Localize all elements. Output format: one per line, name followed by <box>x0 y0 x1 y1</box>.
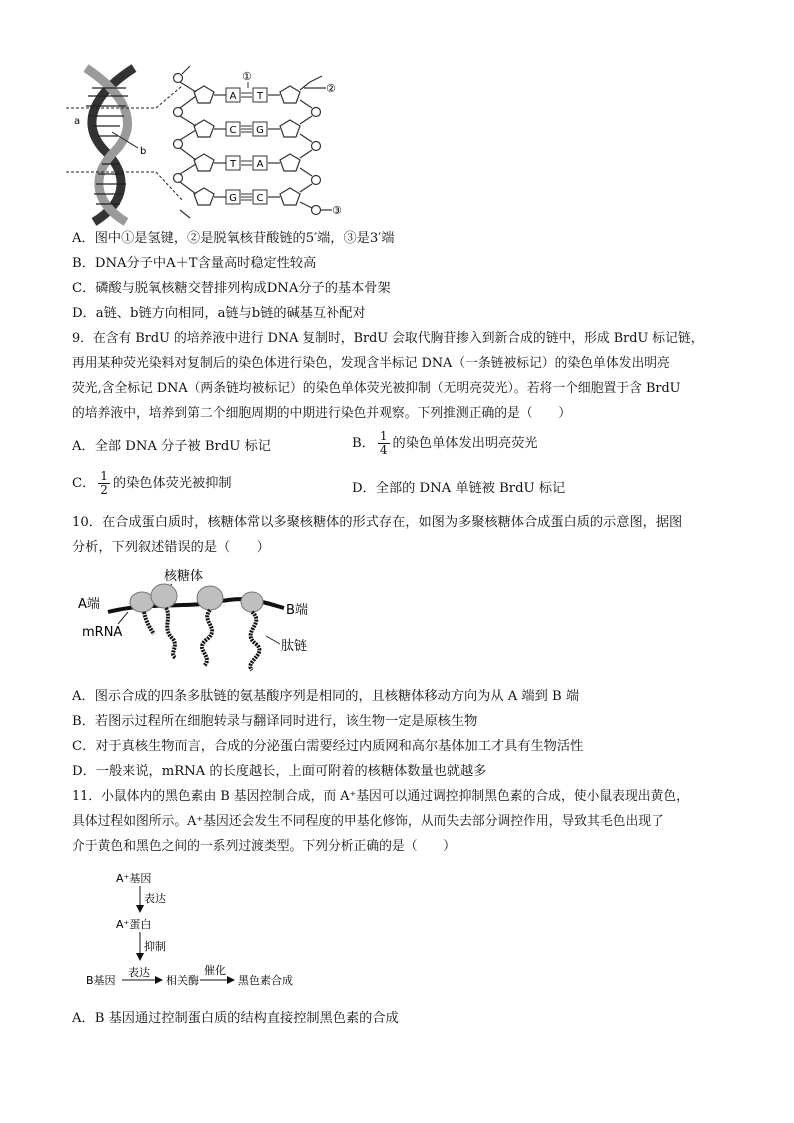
base-pair3-right: A <box>256 159 264 170</box>
express-label-1: 表达 <box>144 892 166 905</box>
a-end-label: A端 <box>78 597 100 612</box>
b-gene-label: B基因 <box>86 974 116 987</box>
q8-option-a: A．图中①是氢键，②是脱氧核苷酸链的5′端，③是3′端 <box>72 231 395 246</box>
base-pair2-left: C <box>229 125 237 136</box>
express-label-2: 表达 <box>128 966 150 979</box>
q9-stem-line2: 再用某种荧光染料对复制后的染色体进行染色，发现含半标记 DNA（一条链被标记）的染色单体发出明亮 <box>72 356 670 371</box>
q9-stem-line1: 9．在含有 BrdU 的培养液中进行 DNA 复制时，BrdU 会取代胸苷掺入到新合成的链中，形成 BrdU 标记链， <box>72 331 704 346</box>
q10-option-b: B．若图示过程所在细胞转录与翻译同时进行，该生物一定是原核生物 <box>72 714 478 729</box>
peptide-chain-1 <box>144 612 154 634</box>
peptide-label: 肽链 <box>281 639 308 654</box>
melanin-pathway-diagram <box>82 868 322 992</box>
ribosome-2 <box>151 584 177 608</box>
q9-option-b <box>352 430 538 457</box>
marker-1: ① <box>242 70 252 83</box>
peptide-chain-4 <box>250 612 259 670</box>
base-pair4-right: C <box>256 193 264 204</box>
base-pair1-right: T <box>256 91 264 102</box>
ribosome-label: 核糖体 <box>164 569 204 584</box>
strand-a-label: a <box>74 116 81 127</box>
q11-option-a: A．B 基因通过控制蛋白质的结构直接控制黑色素的合成 <box>72 1011 399 1026</box>
q11-stem-line2: 具体过程如图所示。A⁺基因还会发生不同程度的甲基化修饰，从而失去部分调控作用，导致其毛色出现了 <box>72 814 664 829</box>
mrna-label: mRNA <box>82 625 123 640</box>
peptide-chain-2 <box>166 608 176 658</box>
q11-stem-line1: 11．小鼠体内的黑色素由 B 基因控制合成，而 A⁺基因可以通过调控抑制黑色素的合成，使小鼠表现出黄色， <box>72 789 689 804</box>
peptide-chain-3 <box>202 610 212 666</box>
q9-stem-line4: 的培养液中，培养到第二个细胞周期的中期进行染色并观察。下列推测正确的是（ ） <box>72 406 572 421</box>
strand-b-label: b <box>140 146 147 157</box>
base-pair4-left: G <box>229 193 237 204</box>
q9-option-b-prefix: B． <box>352 436 375 451</box>
marker-3: ③ <box>332 204 342 217</box>
polyribosome-figure <box>76 562 336 677</box>
a-plus-gene-label: A⁺基因 <box>116 872 152 885</box>
q10-stem-line1: 10．在合成蛋白质时，核糖体常以多聚核糖体的形式存在，如图为多聚核糖体合成蛋白质的示意图，据图 <box>72 515 683 530</box>
b-end-label: B端 <box>286 603 308 618</box>
q10-option-a: A．图示合成的四条多肽链的氨基酸序列是相同的，且核糖体移动方向为从 A 端到 B 端 <box>72 689 580 704</box>
base-pair2-right: G <box>256 125 264 136</box>
q8-option-c: C．磷酸与脱氧核糖交替排列构成DNA分子的基本骨架 <box>72 281 391 296</box>
base-pair3-left: T <box>229 159 237 170</box>
q9-option-d: D．全部的 DNA 单链被 BrdU 标记 <box>352 481 566 496</box>
q9-option-c-prefix: C． <box>72 476 96 491</box>
ribosome-1 <box>130 592 154 612</box>
melanin-synthesis-label: 黑色素合成 <box>238 974 293 987</box>
q10-option-d: D．一般来说，mRNA 的长度越长，上面可附着的核糖体数量也就越多 <box>72 764 487 779</box>
base-pair1-left: A <box>229 91 237 102</box>
ribosome-3 <box>197 586 223 610</box>
q9-option-c <box>72 470 232 497</box>
ribosome-4 <box>241 592 263 612</box>
fraction-one-quarter: $\frac{1}{4}$ <box>379 429 388 457</box>
q8-option-b: B．DNA分子中A＋T含量高时稳定性较高 <box>72 256 317 271</box>
q10-stem-line2: 分析，下列叙述错误的是（ ） <box>72 540 270 555</box>
q8-option-d: D．a链、b链方向相同，a链与b链的碱基互补配对 <box>72 306 366 321</box>
fraction-one-half: $\frac{1}{2}$ <box>100 469 108 497</box>
q9-option-a: A．全部 DNA 分子被 BrdU 标记 <box>72 439 271 454</box>
q9-option-c-text: 的染色体荧光被抑制 <box>112 476 232 491</box>
q11-stem-line3: 介于黄色和黑色之间的一系列过渡类型。下列分析正确的是（ ） <box>72 839 456 854</box>
marker-2: ② <box>326 82 336 95</box>
a-plus-protein-label: A⁺蛋白 <box>116 918 152 931</box>
catalyze-label: 催化 <box>204 964 226 977</box>
q9-stem-line3: 荧光,含全标记 DNA（两条链均被标记）的染色单体荧光被抑制（无明亮荧光）。若将一个细胞置于含 BrdU <box>72 381 681 396</box>
inhibit-label: 抑制 <box>144 940 166 953</box>
q10-option-c: C．对于真核生物而言，合成的分泌蛋白需要经过内质网和高尔基体加工才具有生物活性 <box>72 739 584 754</box>
dna-structure-figure <box>64 60 364 228</box>
enzyme-label: 相关酶 <box>166 974 199 987</box>
q9-option-b-text: 的染色单体发出明亮荧光 <box>392 436 538 451</box>
